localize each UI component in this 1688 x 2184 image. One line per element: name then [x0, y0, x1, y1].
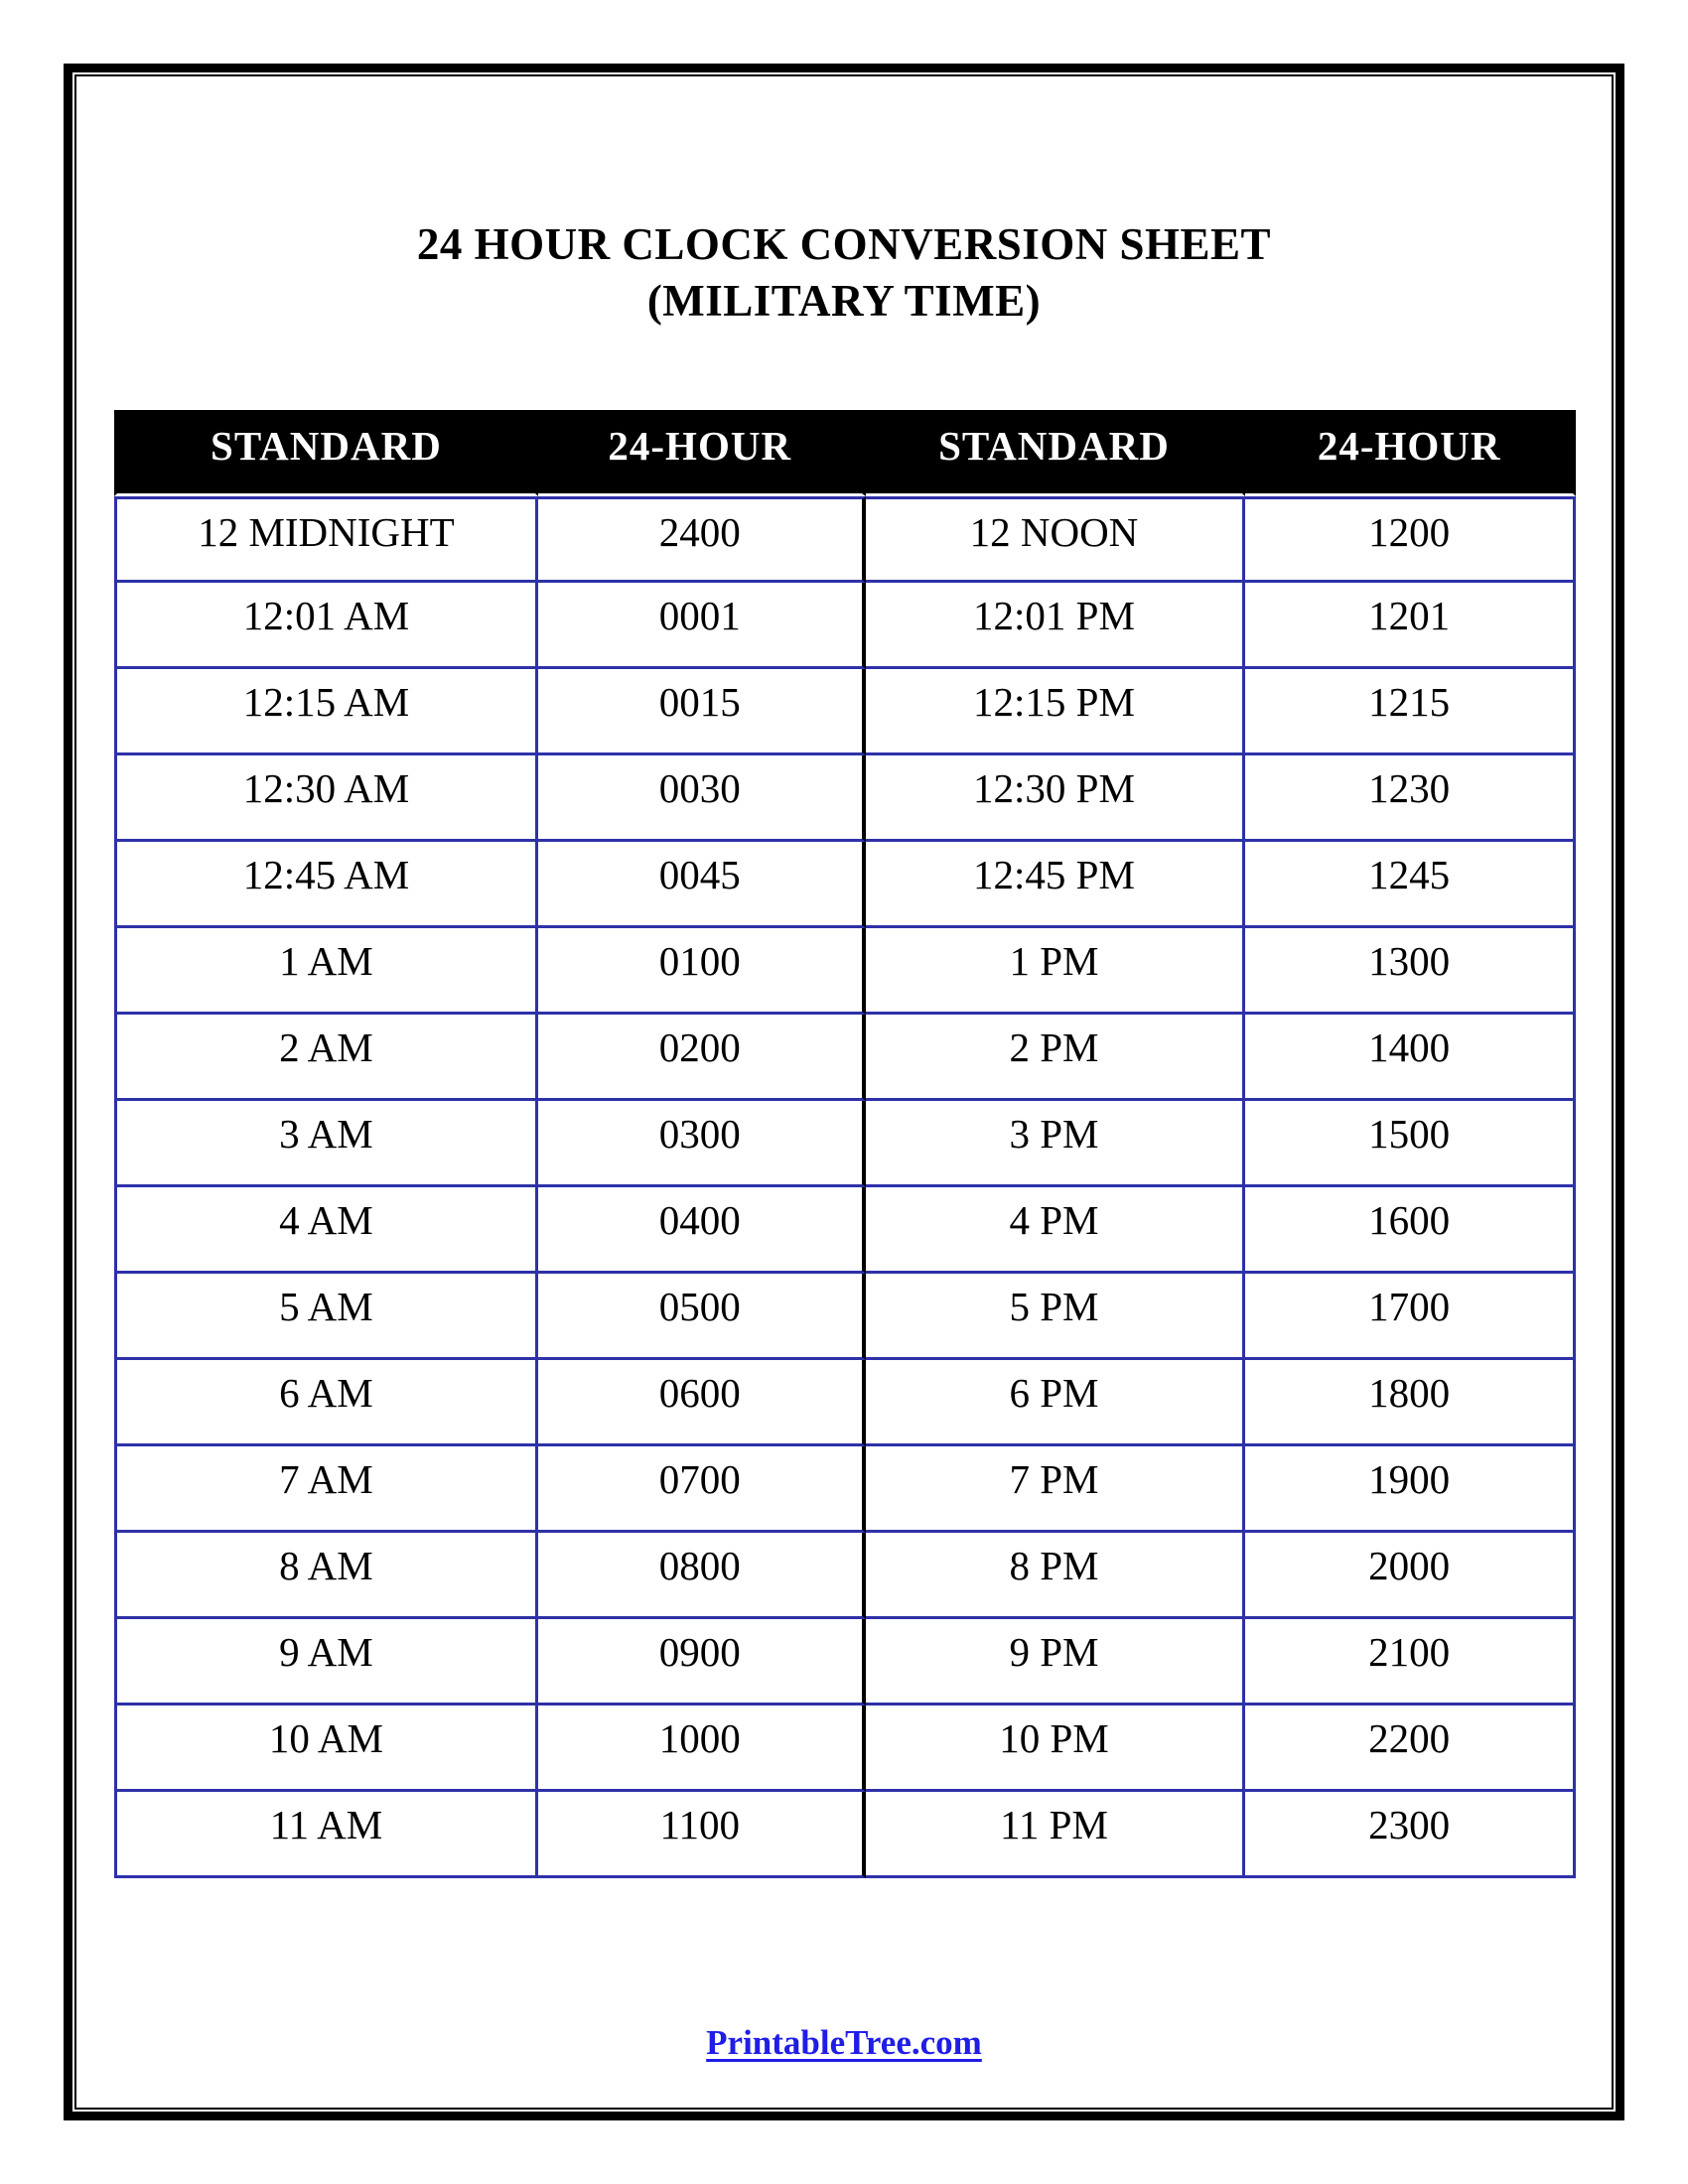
table-cell: 2 PM [866, 1015, 1246, 1101]
table-cell: 0800 [538, 1533, 866, 1619]
table-cell: 1500 [1245, 1101, 1576, 1187]
table-cell: 6 PM [866, 1360, 1246, 1446]
table-cell: 9 PM [866, 1619, 1246, 1706]
table-cell: 0700 [538, 1446, 866, 1533]
table-row [114, 1533, 1576, 1619]
table-row [114, 1706, 1576, 1792]
table-row [114, 928, 1576, 1015]
table-cell: 1200 [1245, 496, 1576, 583]
table-cell: 0001 [538, 583, 866, 669]
page-title-line1: 24 HOUR CLOCK CONVERSION SHEET [416, 219, 1272, 269]
printabletree-link[interactable]: PrintableTree.com [706, 2023, 982, 2062]
table-row [114, 1619, 1576, 1706]
table-cell: 2 AM [114, 1015, 538, 1101]
table-cell: 10 PM [866, 1706, 1246, 1792]
table-header-row [114, 410, 1576, 496]
table-cell: 7 PM [866, 1446, 1246, 1533]
table-cell: 2100 [1245, 1619, 1576, 1706]
table-cell: 0300 [538, 1101, 866, 1187]
table-cell: 12:30 AM [114, 755, 538, 842]
conversion-table [114, 410, 1576, 1878]
table-cell: 8 PM [866, 1533, 1246, 1619]
table-cell: 12:15 PM [866, 669, 1246, 755]
table-cell: 12:01 AM [114, 583, 538, 669]
table-row [114, 583, 1576, 669]
table-cell: 1215 [1245, 669, 1576, 755]
table-cell: 0500 [538, 1274, 866, 1360]
table-cell: 1 PM [866, 928, 1246, 1015]
column-header-standard-right: STANDARD [866, 410, 1246, 496]
table-cell: 1245 [1245, 842, 1576, 928]
table-cell: 1300 [1245, 928, 1576, 1015]
table-cell: 0045 [538, 842, 866, 928]
table-cell: 1 AM [114, 928, 538, 1015]
table-row [114, 1101, 1576, 1187]
table-cell: 11 AM [114, 1792, 538, 1878]
table-cell: 12:01 PM [866, 583, 1246, 669]
table-row [114, 1015, 1576, 1101]
column-header-24hour-left: 24-HOUR [538, 410, 866, 496]
table-cell: 9 AM [114, 1619, 538, 1706]
table-body [114, 496, 1576, 1878]
table-row [114, 1274, 1576, 1360]
table-cell: 2400 [538, 496, 866, 583]
table-cell: 12:45 AM [114, 842, 538, 928]
table-cell: 12:30 PM [866, 755, 1246, 842]
column-header-standard-left: STANDARD [114, 410, 538, 496]
table-cell: 3 AM [114, 1101, 538, 1187]
table-cell: 2300 [1245, 1792, 1576, 1878]
table-cell: 0600 [538, 1360, 866, 1446]
table-cell: 6 AM [114, 1360, 538, 1446]
table-cell: 0900 [538, 1619, 866, 1706]
table-cell: 4 AM [114, 1187, 538, 1274]
table-cell: 0015 [538, 669, 866, 755]
table-cell: 1400 [1245, 1015, 1576, 1101]
table-cell: 1900 [1245, 1446, 1576, 1533]
table-cell: 1100 [538, 1792, 866, 1878]
table-row [114, 1187, 1576, 1274]
table-cell: 12 MIDNIGHT [114, 496, 538, 583]
table-row [114, 1792, 1576, 1878]
table-cell: 11 PM [866, 1792, 1246, 1878]
table-row [114, 1446, 1576, 1533]
table-cell: 1800 [1245, 1360, 1576, 1446]
table-row [114, 496, 1576, 583]
table-cell: 1700 [1245, 1274, 1576, 1360]
table-row [114, 755, 1576, 842]
table-row [114, 842, 1576, 928]
table-cell: 7 AM [114, 1446, 538, 1533]
table-cell: 4 PM [866, 1187, 1246, 1274]
table-cell: 1600 [1245, 1187, 1576, 1274]
table-cell: 2200 [1245, 1706, 1576, 1792]
table-row [114, 1360, 1576, 1446]
table-cell: 2000 [1245, 1533, 1576, 1619]
table-cell: 0400 [538, 1187, 866, 1274]
footer [0, 2023, 1688, 2063]
table-cell: 3 PM [866, 1101, 1246, 1187]
page-title-line2: (MILITARY TIME) [646, 276, 1042, 326]
table-cell: 0030 [538, 755, 866, 842]
table-cell: 12 NOON [866, 496, 1246, 583]
column-header-24hour-right: 24-HOUR [1245, 410, 1576, 496]
table-cell: 5 AM [114, 1274, 538, 1360]
table-cell: 10 AM [114, 1706, 538, 1792]
table-cell: 1000 [538, 1706, 866, 1792]
table-cell: 5 PM [866, 1274, 1246, 1360]
table-cell: 1230 [1245, 755, 1576, 842]
table-cell: 12:45 PM [866, 842, 1246, 928]
table-cell: 1201 [1245, 583, 1576, 669]
table-cell: 8 AM [114, 1533, 538, 1619]
table-cell: 0100 [538, 928, 866, 1015]
table-cell: 12:15 AM [114, 669, 538, 755]
table-row [114, 669, 1576, 755]
table-cell: 0200 [538, 1015, 866, 1101]
page-title [0, 216, 1688, 330]
